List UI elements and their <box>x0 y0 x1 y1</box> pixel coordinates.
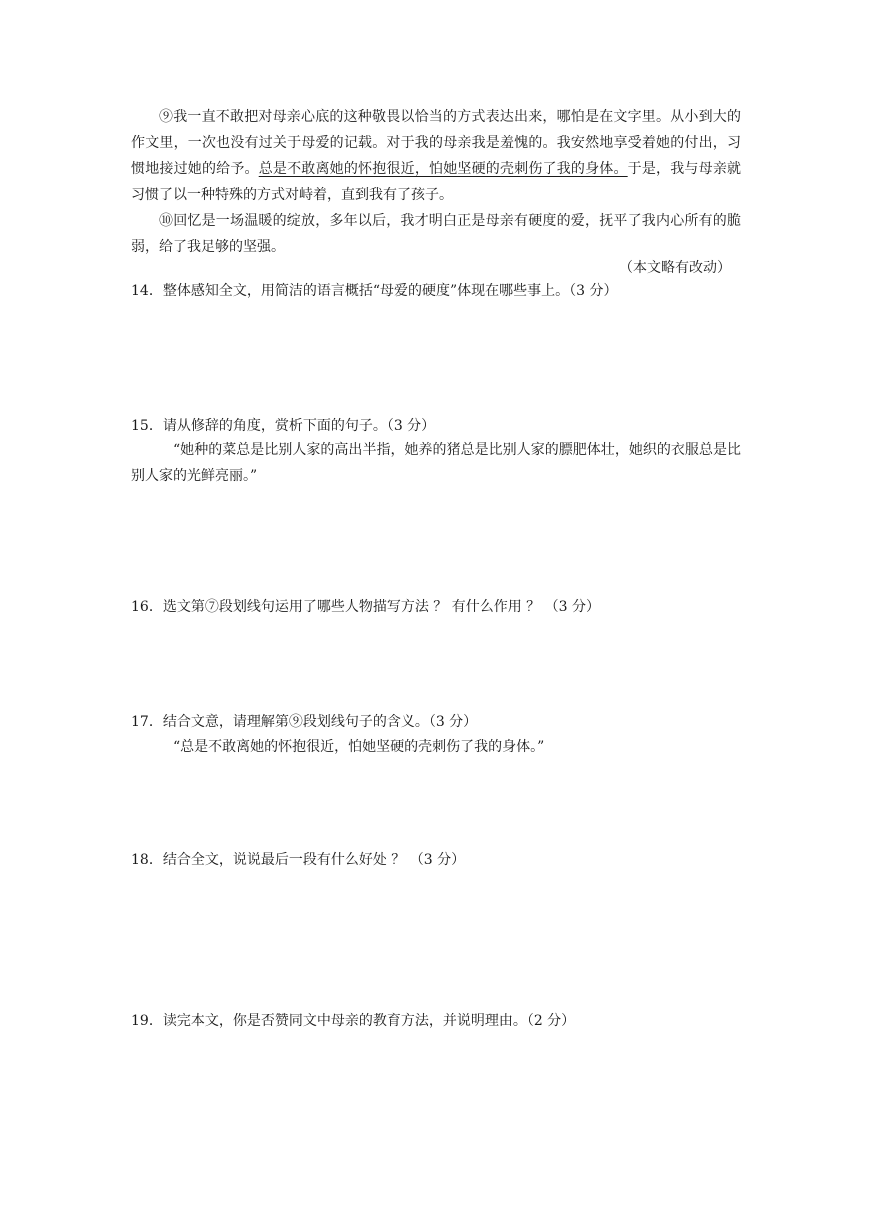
question-17-quote: “总是不敢离她的怀抱很近，怕她坚硬的壳刺伤了我的身体。” <box>173 739 545 755</box>
paragraph-9-text-end: 于是，我与母亲就习惯了以一种特殊的方式对峙着，直到我有了孩子。 <box>131 161 742 203</box>
paragraph-10-text: ⑩回忆是一场温暖的绽放，多年以后，我才明白正是母亲有硬度的爱，抚平了我内心所有的脆弱，给了我足够的坚强。 <box>131 213 741 255</box>
question-19: 19．读完本文，你是否赞同文中母亲的教育方法，并说明理由。（2 分） <box>131 1013 576 1029</box>
question-14: 14．整体感知全文，用简洁的语言概括“母爱的硬度”体现在哪些事上。（3 分） <box>131 283 618 299</box>
source-note: （本文略有改动） <box>619 260 731 276</box>
passage-paragraph-9 <box>131 104 741 208</box>
question-15: 15．请从修辞的角度，赏析下面的句子。（3 分） <box>131 418 436 434</box>
question-15-quote: “她种的菜总是比别人家的高出半指，她养的猪总是比别人家的膘肥体壮，她织的衣服总是比别人家的光鲜亮丽。” <box>131 442 741 484</box>
paragraph-9-underlined-sentence: 总是不敢离她的怀抱很近，怕她坚硬的壳刺伤了我的身体。 <box>258 161 628 177</box>
question-17: 17．结合文意，请理解第⑨段划线句子的含义。（3 分） <box>131 714 478 730</box>
question-18: 18．结合全文，说说最后一段有什么好处 ？ （3 分） <box>131 852 466 868</box>
passage-paragraph-10 <box>131 208 741 260</box>
paragraph-9-text: ⑨我一直不敢把对母亲心底的这种敬畏以恰当的方式表达出来，哪怕是在文字里。从小到大的作文里，一次也没有过关于母爱的记载。对于我的母亲我是羞愧的。我安然地享受着她的付出，习惯地接过她的给予。 <box>131 109 741 177</box>
question-16: 16．选文第⑦段划线句运用了哪些人物描写方法 ？ 有什么作用 ？ （3 分） <box>131 599 600 615</box>
